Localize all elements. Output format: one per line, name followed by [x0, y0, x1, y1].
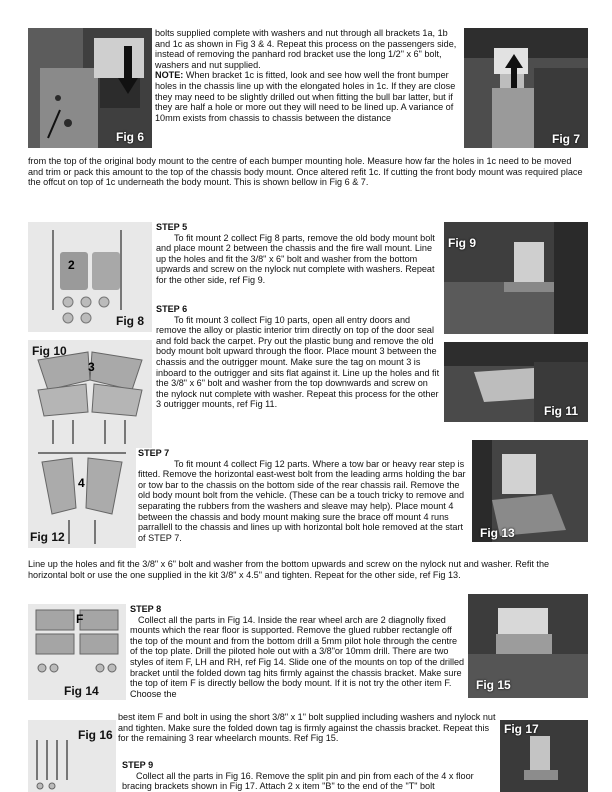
fig7-photo: [464, 28, 588, 148]
fig16-photo: [28, 720, 116, 792]
fig6-photo: [28, 28, 152, 148]
step5-title: STEP 5: [156, 222, 188, 232]
fig15-caption: Fig 15: [476, 678, 511, 692]
fig14-photo: [28, 604, 126, 700]
fig9-photo: [444, 222, 588, 334]
step6-title: STEP 6: [156, 304, 188, 314]
step7-text: [138, 448, 468, 543]
note-text: When bracket 1c is fitted, look and see how well the front bumper holes in the chassis line up with the elongated holes in 1c. If they are close they may need to be slightly drilled out when fitting the bull bar latter, but if they are half a hole or more out they will need to be lined up. A variance of 10mm exists from chassis to chassis between the distance: [155, 70, 456, 123]
step8-body: Collect all the parts in Fig 14. Inside the rear wheel arch are 2 diagnolly fixed mounts which the rear floor is supported. Remove the glued rubber rectangle off the top of the mount and from the bottom drill a 5mm pilot hole through the centre of the top plate. Drill the piloted hole out with a 3/8"or 10mm drill. There are two styles of item F, LH and RH, ref Fig 14. Slide one of the mounts on top of the drilled bracket until the folded down tag hits firmly against the chassis bracket. Make sure the top of item F is directly bellow the body mount. If it is not try the other item F. Choose the: [130, 614, 465, 699]
fig17-photo: [500, 720, 588, 792]
fig11-photo: [444, 342, 588, 422]
step7-body: To fit mount 4 collect Fig 12 parts. Where a tow bar or heavy rear step is fitted. Remove the horizontal east-west bolt from the leading arms holding the bar or tow bar to the chassis on the bottom side of the rear chassis rail. Remove the old body mount bolt from the vehicle. (These can be a touch tricky to remove and separating the rubbers from the washers and sleave may help). Place mount 4 between the chassis and body mount making sure the brace off mount 4 runs parrallell to the chassis and lines up with horizontal bolt hole removed at the start of STEP 7.: [138, 458, 466, 543]
fig12-caption: Fig 12: [30, 530, 65, 544]
fig9-caption: Fig 9: [448, 236, 477, 250]
fig8-caption: Fig 8: [116, 314, 145, 328]
fig16-caption: Fig 16: [78, 728, 113, 742]
fig8-photo: [28, 222, 152, 332]
fig8-part-number: 2: [68, 258, 75, 272]
step5-text: [156, 222, 442, 286]
step9-title: STEP 9: [122, 760, 154, 770]
fig10-caption: Fig 10: [32, 344, 67, 358]
step9-body: Collect all the parts in Fig 16. Remove the split pin and pin from each of the 4 x floor bracing brackets shown in Fig 17. Attach 2 x item "B" to the end of the "T" bolt: [122, 770, 474, 792]
step8-title: STEP 8: [130, 604, 162, 614]
step6-text: [156, 304, 442, 410]
step8-text: [130, 604, 466, 699]
note-label: NOTE:: [155, 70, 184, 81]
fig7-caption: Fig 7: [552, 132, 581, 146]
fig14-part-letter: F: [76, 612, 84, 626]
step7-title: STEP 7: [138, 448, 170, 458]
step8-tail: best item F and bolt in using the short 3/8" x 1" bolt supplied including washers and nylock nut and tighten. Make sure the folded down tag is firmly against the chassis bracket. Repeat this for the remaining 3 rear wheelarch mounts. Ref Fig 15.: [118, 712, 496, 744]
step5-body: To fit mount 2 collect Fig 8 parts, remove the old body mount bolt and place mount 2 between the chassis and the fire wall mount. Line up the holes and fit the 3/8" x 6" bolt and washer from the bottom upwards and screw on the nylock nut complete with washers. Repeat for the other side, ref Fig 9.: [156, 232, 435, 285]
step7-full-width: Line up the holes and fit the 3/8" x 6" bolt and washer from the bottom upwards and screw on the nylock nut and washer. Refit the horizontal bolt or use the one supplied in the kit 3/8" x 4.5" and tighten. Repeat for the other side, ref Fig 13.: [28, 559, 550, 580]
fig10-photo: [28, 340, 152, 448]
step6-body: To fit mount 3 collect Fig 10 parts, open all entry doors and remove the alloy or plastic interior trim directly on top of the door seal and fold back the carpet. Pry out the plastic bung and remove the old body mount bolt upward through the floor. Place mount 3 between the chassis and the outrigger mount. Make sure the tag on mount 3 is inboard to the outrigger and sits flat against it. Line up the holes and fit the 3/8" x 6" bolt and washer from the top downwards and screw on the nylock nut complete with washer. Repeat this process for the other 3 outrigger mounts, ref Fig 11.: [156, 314, 440, 410]
fig15-photo: [468, 594, 588, 698]
step9-text: [122, 760, 498, 792]
fig12-photo: [28, 448, 136, 548]
fig17-caption: Fig 17: [504, 722, 539, 736]
intro-paragraph: [155, 28, 460, 123]
intro-full-width: from the top of the original body mount to the centre of each bumper mounting hole. Measure how far the holes in 1c need to be moved and trim or pack this amount to the top of the chassis body mount. Once altered refit 1c. If cutting the front body mount was required place the offcut on top of 1c underneath the body mount. This is shown bellow in Fig 6 & 7.: [28, 156, 583, 188]
fig11-caption: Fig 11: [544, 404, 579, 418]
fig6-caption: Fig 6: [116, 130, 145, 144]
fig10-part-number: 3: [88, 360, 95, 374]
fig7-image: [464, 28, 588, 148]
fig13-photo: [472, 440, 588, 542]
fig12-part-number: 4: [78, 476, 85, 490]
intro-part1: bolts supplied complete with washers and nut through all brackets 1a, 1b and 1c as shown in Fig 3 & 4. Repeat this process on the passengers side, instead of removing the panhard rod bracket use the long 1/2" x 6" bolt, washers and nut supplied.: [155, 28, 457, 70]
fig14-caption: Fig 14: [64, 684, 99, 698]
fig13-caption: Fig 13: [480, 526, 515, 540]
